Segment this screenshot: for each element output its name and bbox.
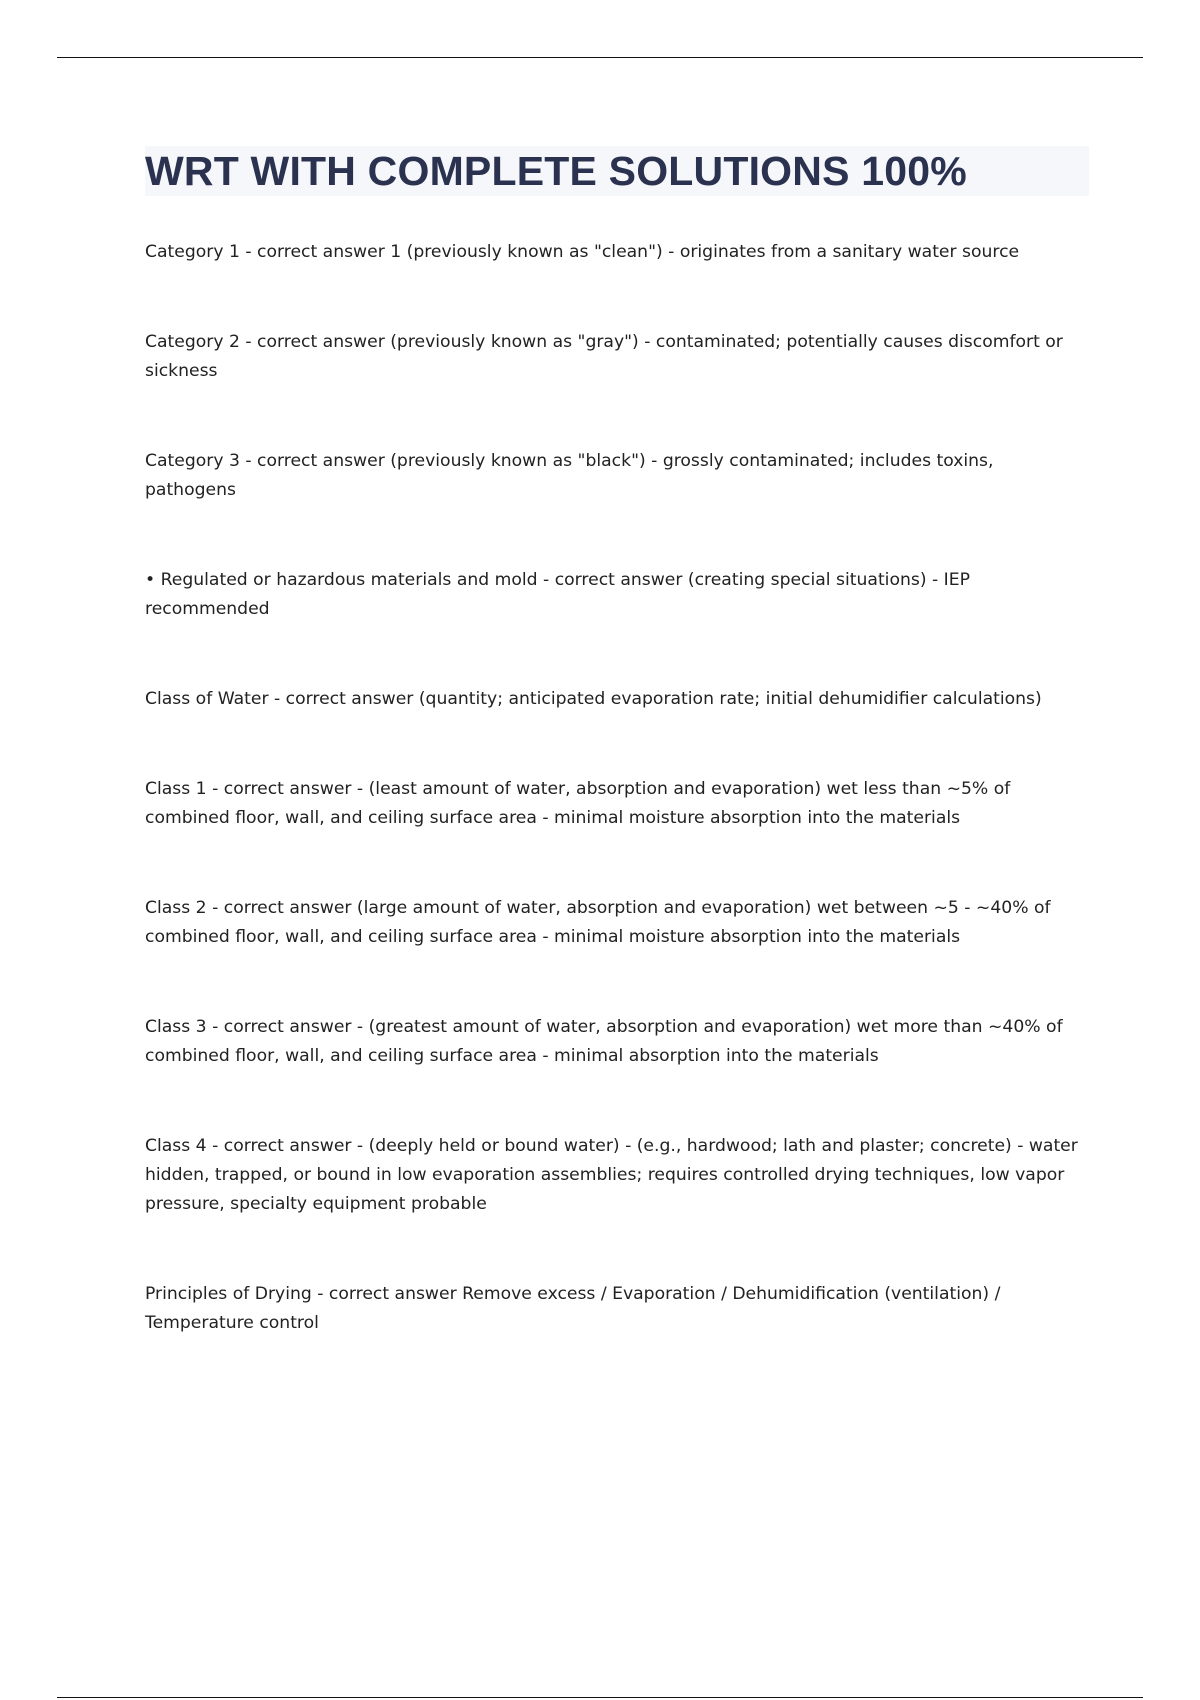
header-rule: [57, 57, 1143, 58]
entry-regulated-materials: • Regulated or hazardous materials and mold - correct answer (creating special situations) - IEP recommended: [145, 570, 970, 619]
entry-class-of-water: Class of Water - correct answer (quantity; anticipated evaporation rate; initial dehumidifier calculations): [145, 689, 1042, 709]
footer-rule: [57, 1697, 1143, 1698]
entry-class-1: Class 1 - correct answer - (least amount of water, absorption and evaporation) wet less than ~5% of combined floor, wall, and ceiling surface area - minimal moisture absorption into the materials: [145, 779, 1011, 828]
entry-category-3: Category 3 - correct answer (previously known as "black") - grossly contaminated; includes toxins, pathogens: [145, 451, 994, 500]
title-band: [145, 146, 1089, 196]
entry-category-2: Category 2 - correct answer (previously known as "gray") - contaminated; potentially causes discomfort or sickness: [145, 332, 1063, 381]
entry-class-3: Class 3 - correct answer - (greatest amount of water, absorption and evaporation) wet more than ~40% of combined floor, wall, and ceiling surface area - minimal absorption into the materials: [145, 1017, 1063, 1066]
entry-principles-of-drying: Principles of Drying - correct answer Remove excess / Evaporation / Dehumidification (ventilation) / Temperature control: [145, 1284, 1001, 1333]
entry-class-2: Class 2 - correct answer (large amount of water, absorption and evaporation) wet between ~5 - ~40% of combined floor, wall, and ceiling surface area - minimal moisture absorption into the materials: [145, 898, 1051, 947]
entry-category-1: Category 1 - correct answer 1 (previously known as "clean") - originates from a sanitary water source: [145, 242, 1020, 262]
document-title: WRT WITH COMPLETE SOLUTIONS 100%: [145, 148, 967, 194]
entry-class-4: Class 4 - correct answer - (deeply held or bound water) - (e.g., hardwood; lath and plaster; concrete) - water hidden, trapped, or bound in low evaporation assemblies; requires controlled drying techniques, low vapor pressure, specialty equipment probable: [145, 1136, 1078, 1214]
document-body: [145, 146, 1089, 1399]
